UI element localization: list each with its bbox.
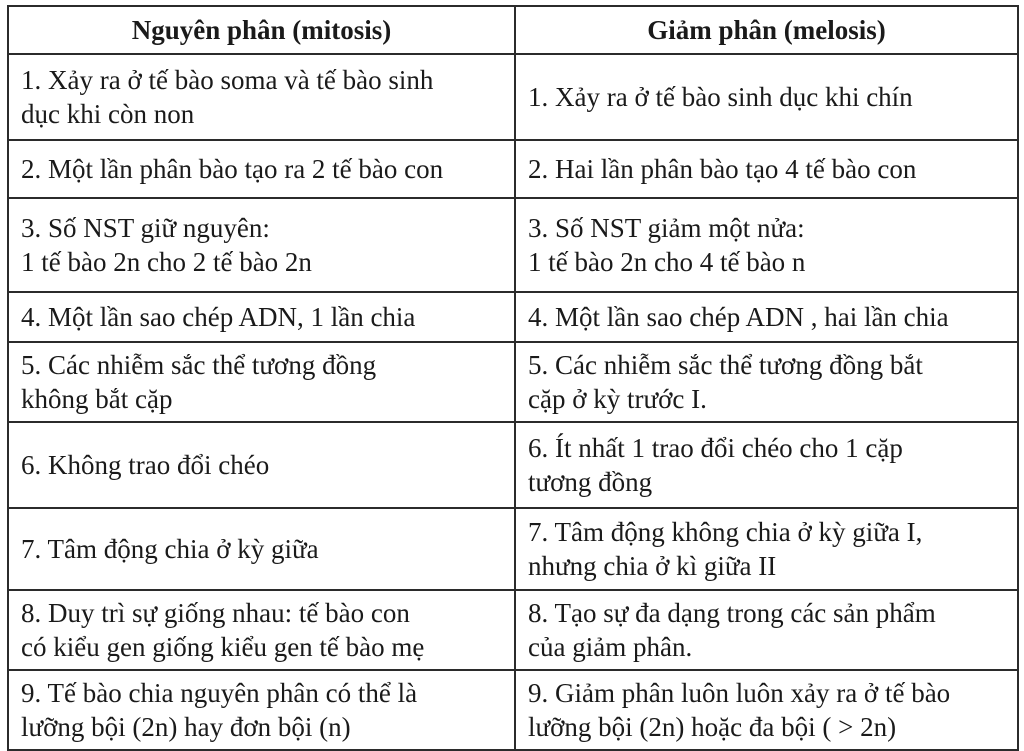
cell-text: 1. Xảy ra ở tế bào soma và tế bào sinh dục khi còn non xyxy=(21,65,434,129)
cell-text: 2. Một lần phân bào tạo ra 2 tế bào con xyxy=(21,154,444,184)
meiosis-cell xyxy=(515,342,1018,422)
cell-text: 9. Giảm phân luôn luôn xảy ra ở tế bào lưỡng bội (2n) hoặc đa bội ( > 2n) xyxy=(528,678,951,742)
mitosis-cell xyxy=(8,422,515,508)
cell-text: 8. Duy trì sự giống nhau: tế bào con có kiểu gen giống kiểu gen tế bào mẹ xyxy=(21,598,425,662)
cell-text: 5. Các nhiễm sắc thể tương đồng bắt cặp ở kỳ trước I. xyxy=(528,350,923,414)
cell-text: 4. Một lần sao chép ADN , hai lần chia xyxy=(528,302,949,332)
table-row xyxy=(8,590,1018,670)
cell-text: 6. Ít nhất 1 trao đổi chéo cho 1 cặp tương đồng xyxy=(528,433,903,497)
cell-text: 9. Tế bào chia nguyên phân có thể là lưỡng bội (2n) hay đơn bội (n) xyxy=(21,678,418,742)
cell-text: 4. Một lần sao chép ADN, 1 lần chia xyxy=(21,302,416,332)
cell-text: 3. Số NST giảm một nửa: 1 tế bào 2n cho 4 tế bào n xyxy=(528,213,806,277)
cell-text: 2. Hai lần phân bào tạo 4 tế bào con xyxy=(528,154,917,184)
table-row xyxy=(8,670,1018,750)
meiosis-cell xyxy=(515,422,1018,508)
mitosis-cell xyxy=(8,198,515,292)
cell-text: 7. Tâm động chia ở kỳ giữa xyxy=(21,534,319,564)
mitosis-cell xyxy=(8,292,515,342)
column-header-meiosis: Giảm phân (melosis) xyxy=(515,6,1018,54)
cell-text: 1. Xảy ra ở tế bào sinh dục khi chín xyxy=(528,82,913,112)
meiosis-cell xyxy=(515,590,1018,670)
cell-text: 6. Không trao đổi chéo xyxy=(21,450,270,480)
mitosis-cell xyxy=(8,342,515,422)
column-header-mitosis: Nguyên phân (mitosis) xyxy=(8,6,515,54)
cell-text: 5. Các nhiễm sắc thể tương đồng không bắt cặp xyxy=(21,350,377,414)
table-row xyxy=(8,54,1018,140)
mitosis-cell xyxy=(8,54,515,140)
cell-text: 8. Tạo sự đa dạng trong các sản phẩm của giảm phân. xyxy=(528,598,936,662)
cell-text: 3. Số NST giữ nguyên: 1 tế bào 2n cho 2 tế bào 2n xyxy=(21,213,312,277)
table-header-row xyxy=(8,6,1018,54)
cell-text: 7. Tâm động không chia ở kỳ giữa I, nhưng chia ở kì giữa II xyxy=(528,517,923,581)
mitosis-cell xyxy=(8,590,515,670)
comparison-table-container xyxy=(7,5,1017,751)
mitosis-cell xyxy=(8,508,515,590)
table-row xyxy=(8,342,1018,422)
meiosis-cell xyxy=(515,54,1018,140)
mitosis-cell xyxy=(8,670,515,750)
meiosis-cell xyxy=(515,140,1018,198)
mitosis-cell xyxy=(8,140,515,198)
mitosis-meiosis-comparison-table xyxy=(7,5,1019,751)
meiosis-cell xyxy=(515,292,1018,342)
table-row xyxy=(8,292,1018,342)
table-row xyxy=(8,140,1018,198)
table-row xyxy=(8,508,1018,590)
meiosis-cell xyxy=(515,508,1018,590)
meiosis-cell xyxy=(515,670,1018,750)
table-row xyxy=(8,198,1018,292)
meiosis-cell xyxy=(515,198,1018,292)
table-row xyxy=(8,422,1018,508)
